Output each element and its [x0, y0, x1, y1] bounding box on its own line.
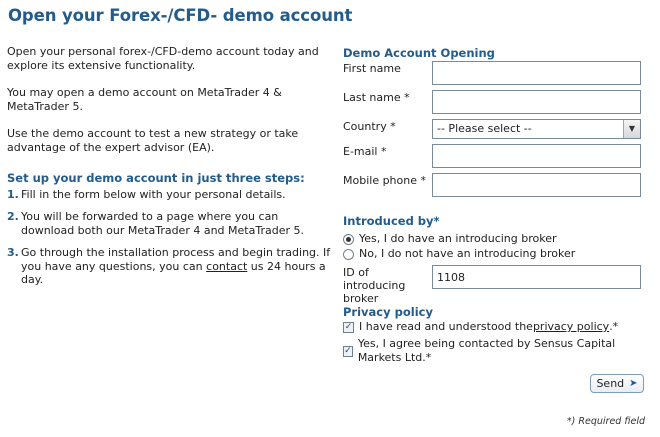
introduced-by-heading: Introduced by* [343, 214, 440, 228]
form-heading: Demo Account Opening [343, 46, 495, 60]
last-name-input[interactable] [432, 90, 641, 114]
send-button[interactable] [590, 374, 644, 393]
radio-button[interactable] [343, 249, 354, 260]
country-label: Country * [343, 120, 396, 133]
country-selected-value: -- Please select -- [437, 122, 532, 135]
broker-id-label: ID of introducing broker [343, 266, 406, 305]
radio-yes-label: Yes, I do have an introducing broker [359, 232, 557, 245]
step-number: 2. [7, 210, 19, 223]
country-select[interactable] [432, 119, 641, 139]
privacy-policy-heading: Privacy policy [343, 305, 433, 319]
step-text-before: Go through the installation process and begin trading. If you have any questions, you can [21, 246, 331, 273]
step-number: 1. [7, 187, 19, 201]
privacy-text-after: .* [609, 320, 619, 333]
privacy-text-before: I have read and understood the [359, 320, 533, 333]
intro-paragraph-1: Open your personal forex-/CFD-demo account today and explore its extensive functionality. [7, 45, 319, 72]
steps-heading: Set up your demo account in just three steps: [7, 171, 305, 185]
radio-button-checked[interactable] [343, 234, 354, 245]
step-text: You will be forwarded to a page where you can download both our MetaTrader 4 and MetaTrader 5. [21, 210, 304, 237]
chevron-down-icon[interactable]: ▼ [623, 120, 640, 138]
checkbox-checked-icon[interactable]: ✓ [344, 321, 353, 332]
intro-column [7, 45, 332, 296]
mobile-phone-input[interactable] [432, 173, 641, 197]
broker-id-input[interactable] [432, 265, 641, 289]
privacy-checkbox-row[interactable] [343, 320, 618, 334]
email-input[interactable] [432, 144, 641, 168]
step-number: 3. [7, 246, 19, 259]
step-text-after: us 24 hours a day. [21, 259, 326, 286]
email-label: E-mail * [343, 145, 387, 158]
step-text: Fill in the form below with your personal details. [21, 187, 286, 201]
contact-consent-label: Yes, I agree being contacted by Sensus Capital Markets Ltd.* [357, 337, 616, 364]
arrow-right-icon: ➤ [629, 378, 638, 389]
checkbox-checked-icon[interactable]: ✓ [344, 345, 352, 356]
contact-consent-row[interactable] [343, 337, 648, 365]
contact-link[interactable]: contact [206, 259, 248, 273]
radio-yes-broker[interactable] [343, 232, 557, 246]
page-title: Open your Forex-/CFD- demo account [8, 6, 353, 25]
step-3 [7, 246, 332, 287]
privacy-policy-link[interactable]: privacy policy [532, 320, 610, 333]
mobile-phone-label: Mobile phone * [343, 174, 426, 187]
intro-paragraph-2: You may open a demo account on MetaTrader 4 & MetaTrader 5. [7, 86, 282, 113]
first-name-label: First name [343, 62, 401, 75]
send-label: Send [596, 377, 625, 390]
required-field-note: *) Required field [566, 416, 645, 427]
step-1 [7, 188, 332, 202]
radio-no-label: No, I do not have an introducing broker [359, 247, 576, 260]
intro-paragraph-3: Use the demo account to test a new strategy or take advantage of the expert advisor (EA). [7, 127, 299, 154]
first-name-input[interactable] [432, 61, 641, 85]
step-2 [7, 210, 332, 237]
last-name-label: Last name * [343, 91, 410, 104]
radio-no-broker[interactable] [343, 247, 575, 261]
